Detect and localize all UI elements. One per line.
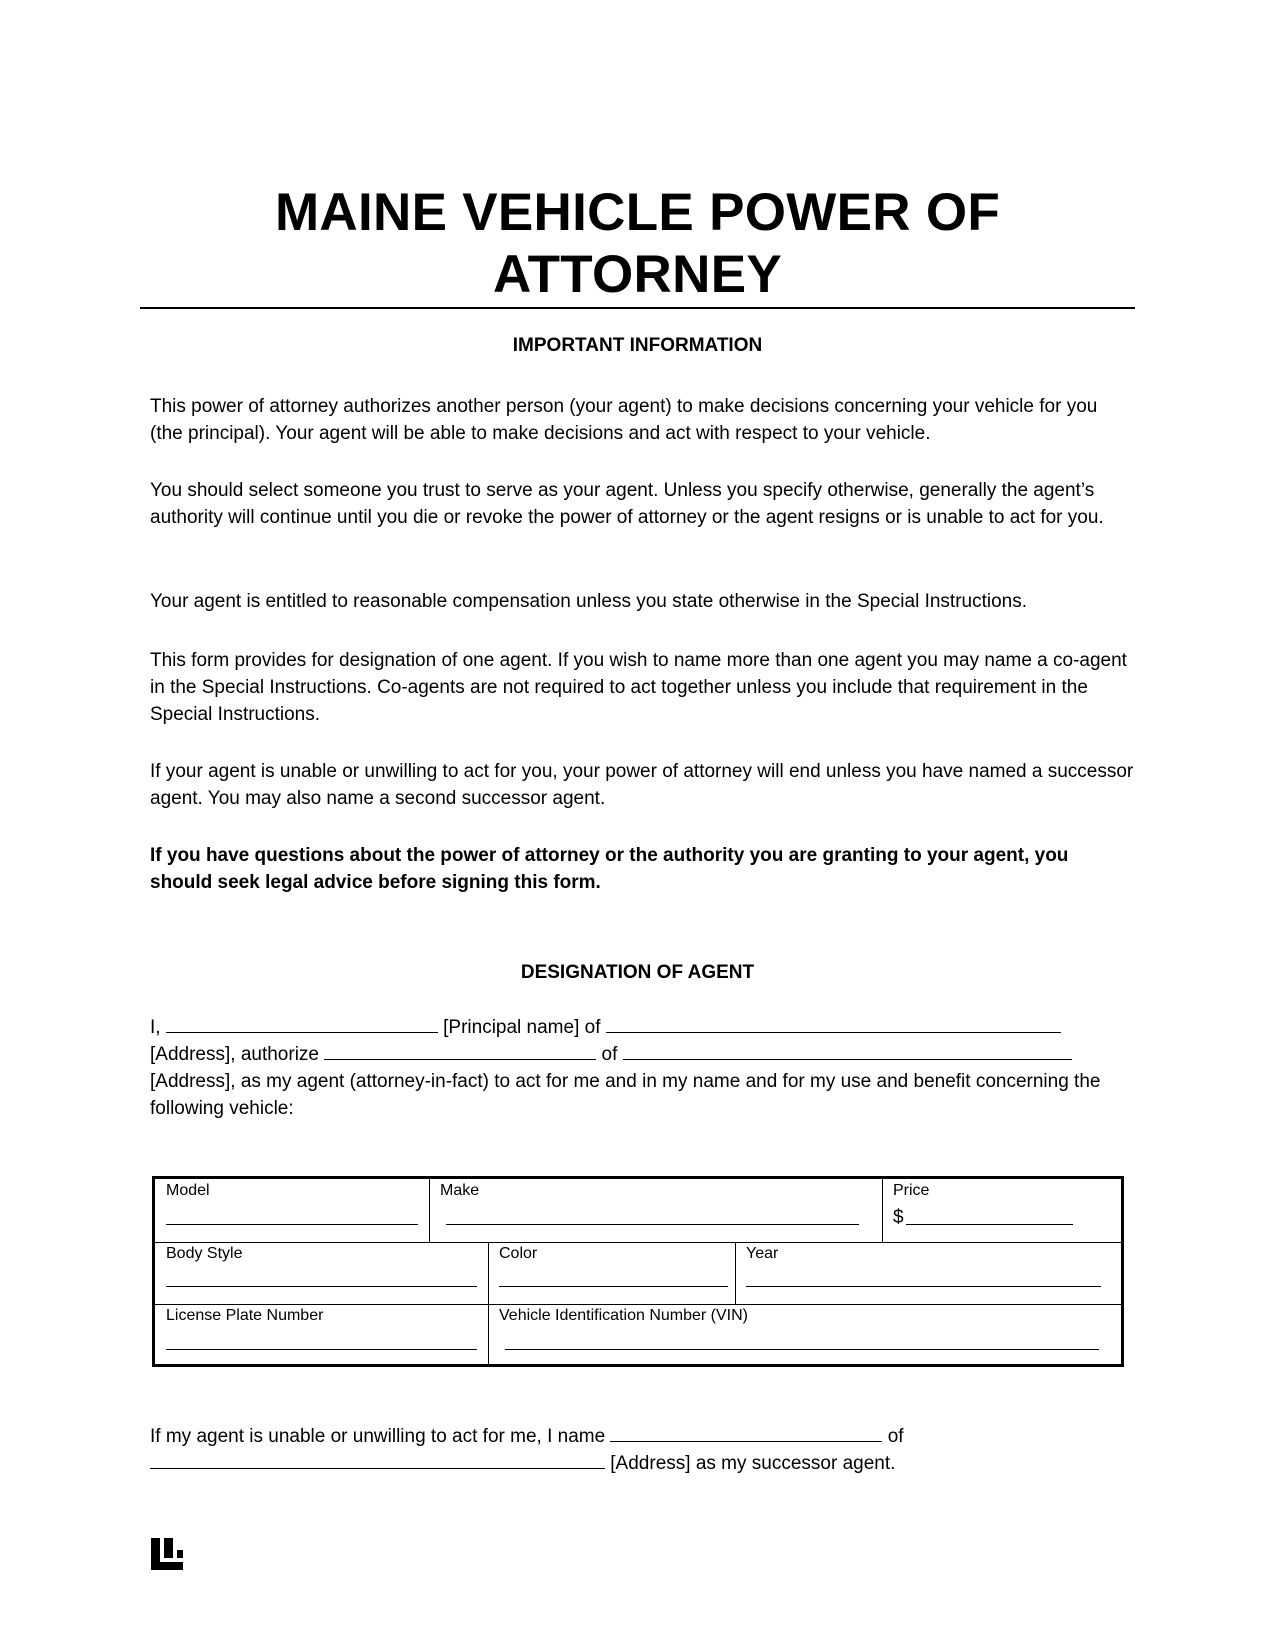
successor-of-label: of — [887, 1426, 904, 1447]
paragraph-successor-info: If your agent is unable or unwilling to act for you, your power of attorney will end unless you have named a successor agent. You may also name a second successor agent. — [150, 761, 1134, 809]
paragraph-co-agent: This form provides for designation of one agent. If you wish to name more than one agent you may name a co-agent in the Special Instructions. Co-agents are not required to act together unless you include that requirement in the Special Instructions. — [150, 650, 1127, 725]
body-style-label: Body Style — [166, 1245, 243, 1262]
price-dollar-sign: $ — [893, 1207, 904, 1228]
legal-templates-logo-icon — [151, 1538, 183, 1570]
color-field[interactable] — [499, 1286, 728, 1287]
body-style-field[interactable] — [166, 1286, 477, 1287]
successor-address-field[interactable] — [150, 1450, 605, 1469]
cell-make — [429, 1179, 882, 1242]
license-plate-field[interactable] — [166, 1349, 477, 1350]
address-authorize-label: [Address], authorize — [150, 1044, 319, 1065]
successor-text-1: If my agent is unable or unwilling to act for me, I name — [150, 1426, 606, 1447]
designation-line-3: [Address], as my agent (attorney-in-fact) to act for me and in my name and for my use and benefit concerning the following vehicle: — [150, 1071, 1101, 1119]
cell-year — [735, 1242, 1121, 1304]
color-label: Color — [499, 1245, 538, 1262]
model-label: Model — [166, 1182, 210, 1199]
agent-of-label: of — [601, 1044, 618, 1065]
title-line-1: MAINE VEHICLE POWER OF — [274, 183, 1001, 242]
successor-text-2: [Address] as my successor agent. — [610, 1453, 896, 1474]
cell-body-style — [155, 1242, 488, 1304]
vehicle-info-table — [152, 1176, 1124, 1367]
paragraph-authorization: This power of attorney authorizes another person (your agent) to make decisions concerning your vehicle for you (the principal). Your agent will be able to make decisions and act with respect to your vehicle. — [150, 396, 1098, 444]
principal-name-label: [Principal name] of — [443, 1017, 601, 1038]
paragraph-select-agent: You should select someone you trust to serve as your agent. Unless you specify otherwise, generally the agent’s authority will continue until you die or revoke the power of attorney or the agent resigns or is unable to act for you. — [150, 480, 1104, 528]
year-label: Year — [746, 1245, 779, 1262]
agent-address-field[interactable] — [623, 1041, 1072, 1060]
make-label: Make — [440, 1182, 480, 1199]
cell-price — [882, 1179, 1121, 1242]
cell-model — [155, 1179, 429, 1242]
document-title — [140, 182, 1135, 306]
successor-line-1 — [150, 1423, 1135, 1450]
make-field[interactable] — [446, 1224, 859, 1225]
designation-line-2 — [150, 1041, 1135, 1068]
designation-of-agent-heading: DESIGNATION OF AGENT — [520, 962, 755, 983]
principal-address-field[interactable] — [606, 1014, 1061, 1033]
cell-vin — [488, 1304, 1121, 1367]
cell-color — [488, 1242, 735, 1304]
price-field[interactable] — [906, 1224, 1073, 1225]
vin-label: Vehicle Identification Number (VIN) — [499, 1307, 748, 1324]
agent-name-field[interactable] — [324, 1041, 596, 1060]
vin-field[interactable] — [505, 1349, 1099, 1350]
principal-name-field[interactable] — [166, 1014, 438, 1033]
cell-license-plate — [155, 1304, 488, 1367]
year-field[interactable] — [746, 1286, 1101, 1287]
license-plate-label: License Plate Number — [166, 1307, 324, 1324]
designation-i: I, — [150, 1017, 161, 1038]
paragraph-legal-advice: If you have questions about the power of attorney or the authority you are granting to your agent, you should seek legal advice before signing this form. — [150, 845, 1069, 893]
price-label: Price — [893, 1182, 930, 1199]
model-field[interactable] — [166, 1224, 418, 1225]
successor-name-field[interactable] — [610, 1423, 882, 1442]
important-information-heading: IMPORTANT INFORMATION — [512, 335, 763, 356]
title-divider — [140, 307, 1135, 309]
designation-line-1 — [150, 1014, 1135, 1041]
paragraph-compensation: Your agent is entitled to reasonable compensation unless you state otherwise in the Special Instructions. — [150, 591, 1027, 612]
title-line-2: ATTORNEY — [492, 245, 782, 304]
successor-line-2 — [150, 1450, 1135, 1477]
